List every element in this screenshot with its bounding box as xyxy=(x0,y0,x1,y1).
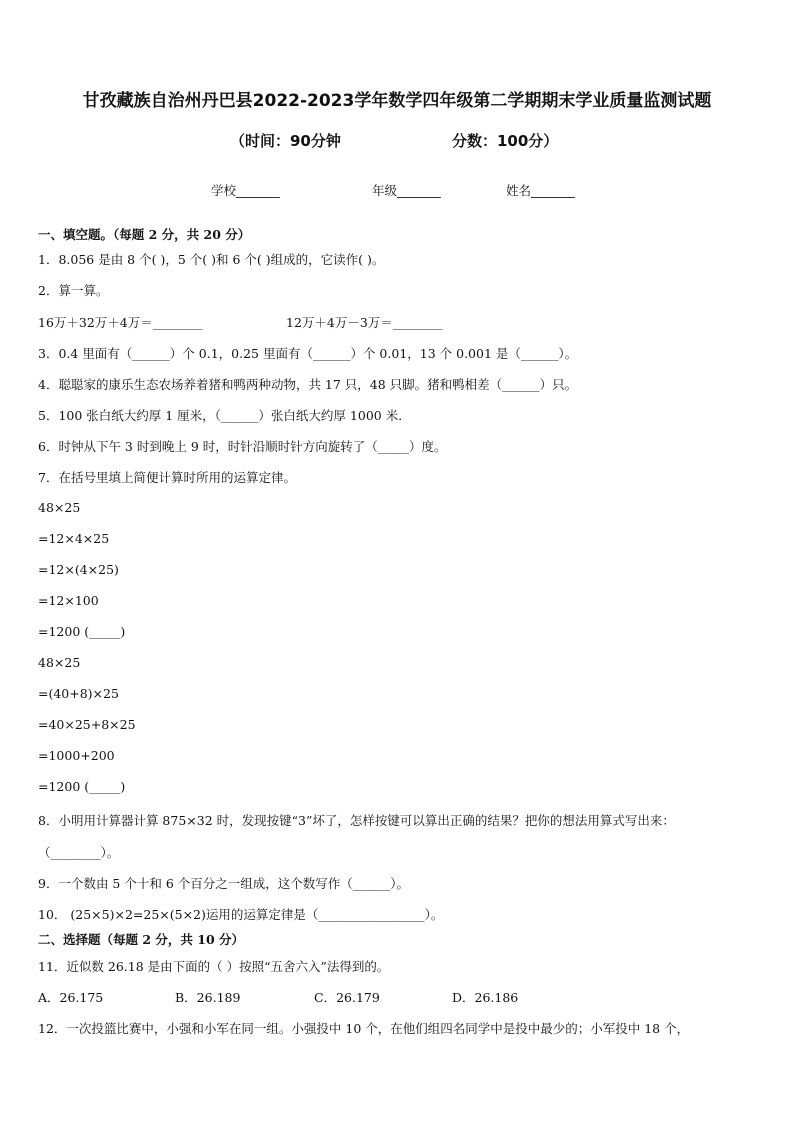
section1-heading: 一、填空题。（每题 2 分，共 20 分） xyxy=(38,227,251,242)
question-1: 1．8.056 是由 8 个( )，5 个( )和 6 个( )组成的，它读作( )。 xyxy=(38,252,385,267)
question-2: 2．算一算。 xyxy=(38,283,109,298)
calc2-step: 48×25 xyxy=(38,655,81,670)
calc1-step: =12×4×25 xyxy=(38,531,110,546)
calc2-step: =40×25+8×25 xyxy=(38,717,136,732)
question-9: 9．一个数由 5 个十和 6 个百分之一组成，这个数写作（______）。 xyxy=(38,876,410,891)
section2-heading: 二、选择题（每题 2 分，共 10 分） xyxy=(38,932,245,947)
exam-title: 甘孜藏族自治州丹巴县2022-2023学年数学四年级第二学期期末学业质量监测试题 xyxy=(82,91,712,111)
question-6: 6．时钟从下午 3 时到晚上 9 时，时针沿顺时针方向旋转了（_____）度。 xyxy=(38,439,447,454)
grade-field[interactable]: 年级_______ xyxy=(372,183,441,198)
question-3: 3．0.4 里面有（______）个 0.1，0.25 里面有（______）个 0.01，13 个 0.001 是（______）。 xyxy=(38,346,578,361)
option-d: D．26.186 xyxy=(452,990,519,1005)
name-field[interactable]: 姓名_______ xyxy=(506,183,575,198)
exam-time: （时间：90分钟 xyxy=(230,132,341,150)
calc1-answer: =1200 (_____) xyxy=(38,624,126,639)
calc2-answer: =1200 (_____) xyxy=(38,779,126,794)
calc1-step: =12×100 xyxy=(38,593,99,608)
calc1-step: =12×(4×25) xyxy=(38,562,119,577)
calc2-step: =1000+200 xyxy=(38,748,115,763)
question-5: 5．100 张白纸大约厚 1 厘米，（______）张白纸大约厚 1000 米． xyxy=(38,408,411,423)
option-a: A．26.175 xyxy=(38,990,104,1005)
question-2-right: 12万＋4万－3万＝________ xyxy=(286,315,443,330)
exam-score: 分数：100分） xyxy=(452,132,559,150)
question-11: 11．近似数 26.18 是由下面的（ ）按照“五舍六入”法得到的。 xyxy=(38,959,390,974)
question-2-left: 16万＋32万＋4万＝________ xyxy=(38,315,203,330)
question-4: 4．聪聪家的康乐生态农场养着猪和鸭两种动物，共 17 只，48 只脚。猪和鸭相差（______）只。 xyxy=(38,377,578,392)
calc1-step: 48×25 xyxy=(38,500,81,515)
question-10: 10． (25×5)×2=25×(5×2)运用的运算定律是（_________________）。 xyxy=(38,907,444,922)
question-12: 12．一次投篮比赛中，小强和小军在同一组。小强投中 10 个，在他们组四名同学中是投中最少的；小军投中 18 个， xyxy=(38,1021,690,1036)
calc2-step: =(40+8)×25 xyxy=(38,686,119,701)
question-8: 8．小明用计算器计算 875×32 时，发现按键“3”坏了，怎样按键可以算出正确的结果？把你的想法用算式写出来： xyxy=(38,813,675,828)
question-8-answer: （________）。 xyxy=(38,845,120,860)
question-7: 7．在括号里填上简便计算时所用的运算定律。 xyxy=(38,470,296,485)
option-b: B．26.189 xyxy=(175,990,241,1005)
school-field[interactable]: 学校_______ xyxy=(211,183,280,198)
option-c: C．26.179 xyxy=(314,990,380,1005)
